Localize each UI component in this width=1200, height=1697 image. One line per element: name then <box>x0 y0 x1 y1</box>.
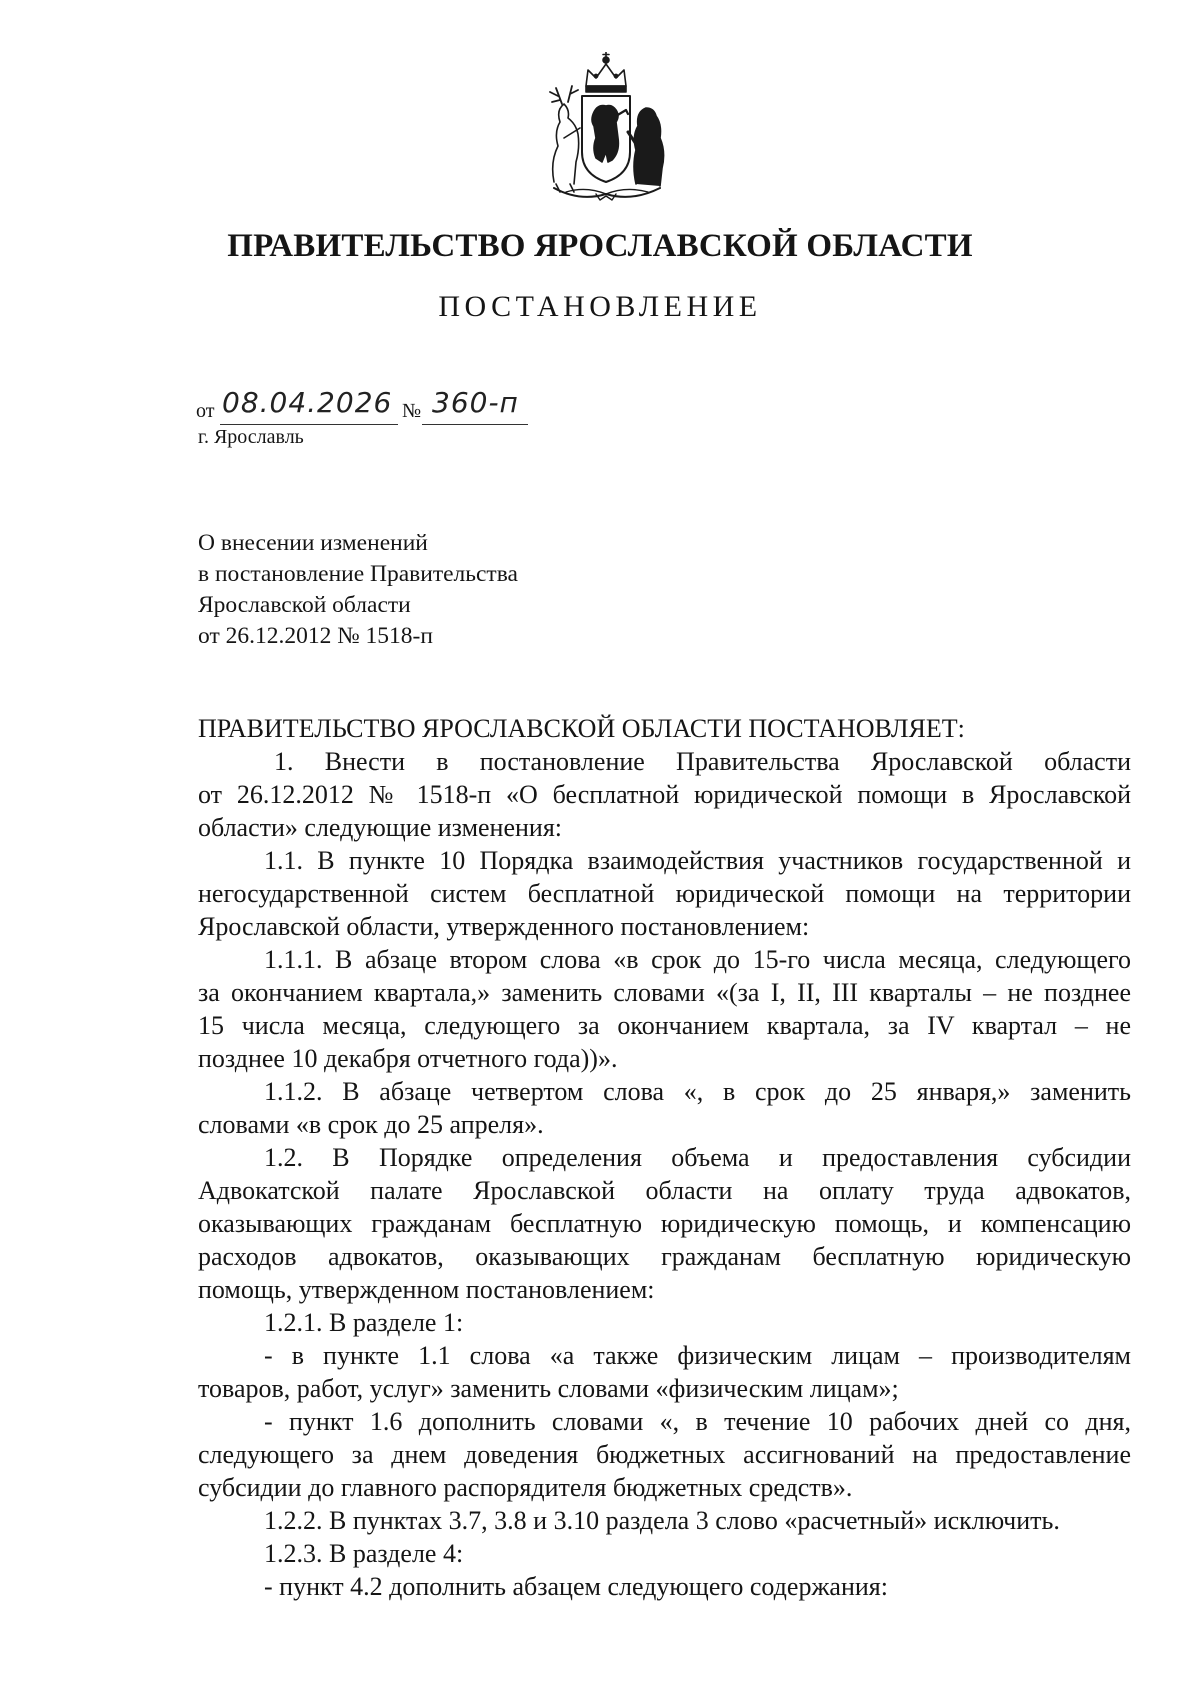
body-line: 15 числа месяца, следующего за окончанием квартала, за IV квартал – не <box>198 1011 1131 1040</box>
body-line: позднее 10 декабря отчетного года))». <box>198 1044 618 1073</box>
body-line: негосударственной систем бесплатной юридической помощи на территории <box>198 879 1131 908</box>
body-line: Адвокатской палате Ярославской области на оплату труда адвокатов, <box>198 1176 1131 1205</box>
subject-line: в постановление Правительства <box>198 561 518 587</box>
body-line: оказывающих гражданам бесплатную юридическую помощь, и компенсацию <box>198 1209 1131 1238</box>
subject-line: от 26.12.2012 № 1518-п <box>198 623 433 649</box>
body-line: области» следующие изменения: <box>198 813 563 842</box>
document-date: 08.04.2026 <box>222 386 393 419</box>
body-line: Ярославской области, утвержденного постановлением: <box>198 912 810 941</box>
date-from-label: от <box>196 400 215 422</box>
preamble: ПРАВИТЕЛЬСТВО ЯРОСЛАВСКОЙ ОБЛАСТИ ПОСТАНОВЛЯЕТ: <box>198 714 965 743</box>
body-line: товаров, работ, услуг» заменить словами «физическим лицам»; <box>198 1374 899 1403</box>
coat-of-arms-icon <box>536 52 676 202</box>
body-line: 1.2.1. В разделе 1: <box>264 1308 464 1337</box>
body-line: расходов адвокатов, оказывающих гражданам бесплатную юридическую <box>198 1242 1131 1271</box>
body-line: 1.2.2. В пунктах 3.7, 3.8 и 3.10 раздела 3 слово «расчетный» исключить. <box>264 1506 1060 1535</box>
number-label: № <box>402 400 422 422</box>
body-line: помощь, утвержденном постановлением: <box>198 1275 655 1304</box>
number-underline <box>422 424 528 425</box>
body-line: 1.1. В пункте 10 Порядка взаимодействия участников государственной и <box>264 846 1131 875</box>
city: г. Ярославль <box>198 426 304 448</box>
document-number: 360-п <box>432 386 519 419</box>
body-line: 1.2. В Порядке определения объема и предоставления субсидии <box>264 1143 1131 1172</box>
body-line: 1.1.2. В абзаце четвертом слова «, в срок до 25 января,» заменить <box>264 1077 1131 1106</box>
body-line: за окончанием квартала,» заменить словами «(за I, II, III кварталы – не позднее <box>198 978 1131 1007</box>
body-line: следующего за днем доведения бюджетных ассигнований на предоставление <box>198 1440 1131 1469</box>
body-line: 1. Внести в постановление Правительства Ярославской области <box>274 747 1131 776</box>
body-line: - пункт 1.6 дополнить словами «, в течение 10 рабочих дней со дня, <box>264 1407 1131 1436</box>
body-line: субсидии до главного распорядителя бюджетных средств». <box>198 1473 853 1502</box>
body-line: 1.1.1. В абзаце втором слова «в срок до 15-го числа месяца, следующего <box>264 945 1131 974</box>
government-title: ПРАВИТЕЛЬСТВО ЯРОСЛАВСКОЙ ОБЛАСТИ <box>227 228 973 264</box>
body-line: - пункт 4.2 дополнить абзацем следующего содержания: <box>264 1572 888 1601</box>
document-subject <box>198 528 518 652</box>
body-line: - в пункте 1.1 слова «а также физическим лицам – производителям <box>264 1341 1131 1370</box>
subject-line: О внесении изменений <box>198 530 428 556</box>
subject-line: Ярославской области <box>198 592 411 618</box>
document-body <box>198 712 1131 1603</box>
body-line: 1.2.3. В разделе 4: <box>264 1539 464 1568</box>
date-underline <box>220 424 398 425</box>
document-type: ПОСТАНОВЛЕНИЕ <box>438 290 762 323</box>
body-line: словами «в срок до 25 апреля». <box>198 1110 544 1139</box>
body-line: от 26.12.2012 № 1518-п «О бесплатной юридической помощи в Ярославской <box>198 780 1131 809</box>
